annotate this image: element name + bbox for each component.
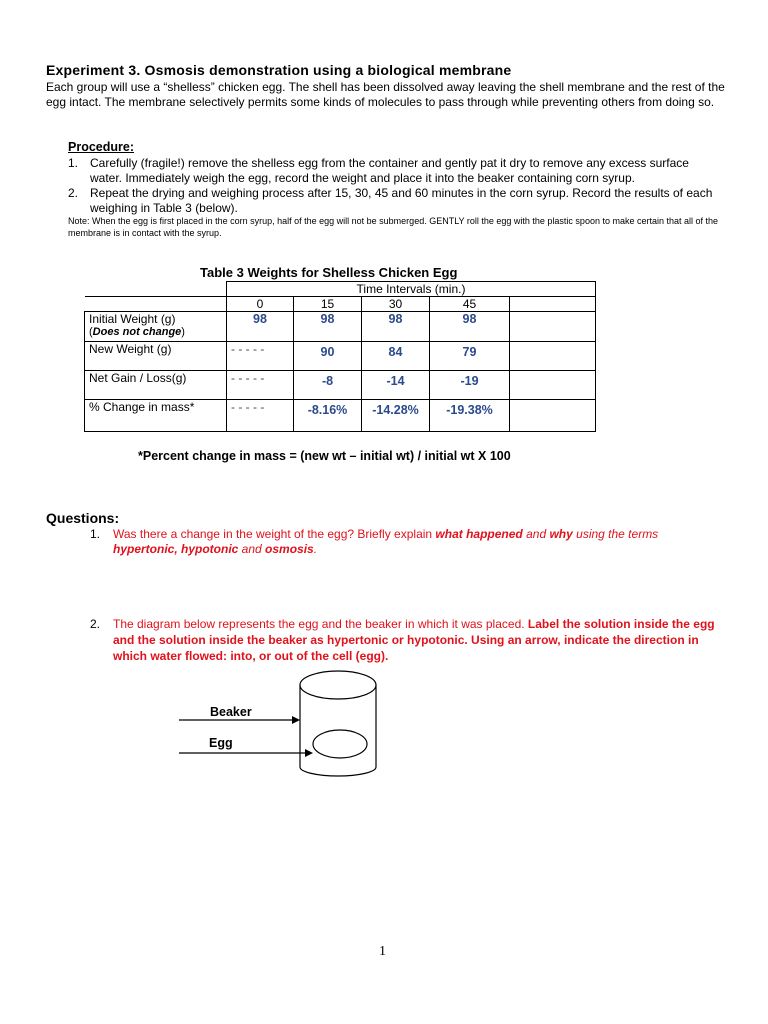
- time-intervals-header: Time Intervals (min.): [227, 282, 596, 297]
- table-cell: - - - - -: [227, 371, 294, 400]
- row-label: % Change in mass*: [85, 400, 227, 432]
- procedure-heading: Procedure:: [68, 140, 134, 154]
- step-number: 1.: [68, 156, 79, 170]
- table-cell: -14: [362, 371, 430, 400]
- table-header-row: [85, 297, 596, 312]
- procedure-step: [68, 156, 723, 186]
- question-text: [90, 616, 730, 664]
- egg-arrowhead: [305, 749, 313, 757]
- question-2: [90, 616, 730, 664]
- sublabel-paren: ): [181, 326, 185, 338]
- column-header: 45: [430, 297, 510, 312]
- column-header: 0: [227, 297, 294, 312]
- step-text: Carefully (fragile!) remove the shelless egg from the container and gently pat it dry to remove any excess surface water. Immediately weigh the egg, record the weight and place it into the beaker containing corn syrup.: [90, 156, 689, 185]
- q1-text-part: .: [313, 542, 318, 556]
- table-cell: -14.28%: [362, 400, 430, 432]
- column-header: 15: [294, 297, 362, 312]
- table-cell: -8: [294, 371, 362, 400]
- table-cell: [510, 312, 596, 342]
- table-cell: 79: [430, 342, 510, 371]
- step-number: 2.: [68, 186, 79, 200]
- table-corner: [85, 297, 227, 312]
- q1-emphasis: osmosis: [265, 542, 314, 556]
- table-cell: [510, 371, 596, 400]
- table-cell: -8.16%: [294, 400, 362, 432]
- sublabel-paren: (: [89, 326, 93, 338]
- table-row: [85, 342, 596, 371]
- table-cell: [510, 400, 596, 432]
- table-cell: 98: [362, 312, 430, 342]
- q1-text-part: and: [238, 542, 266, 556]
- q1-text-part: Was there a change in the weight of the egg? Briefly explain: [113, 527, 436, 541]
- table-cell: - - - - -: [227, 400, 294, 432]
- egg-shape: [313, 730, 367, 758]
- beaker-arrowhead: [292, 716, 300, 724]
- does-not-change-note: Does not change: [92, 326, 182, 338]
- table-cell: 98: [294, 312, 362, 342]
- procedure-list: [68, 156, 723, 216]
- row-label-text: Initial Weight (g): [89, 312, 176, 326]
- q1-text-part: using the terms: [572, 527, 659, 541]
- beaker-top-rim: [300, 671, 376, 699]
- intro-paragraph: Each group will use a “shelless” chicken egg. The shell has been dissolved away leaving the shell membrane and the rest of the egg intact. The membrane selectively permits some kinds of molecules to pass through while preventing others from doing so.: [46, 80, 725, 109]
- table-cell: -19: [430, 371, 510, 400]
- table-corner: [85, 282, 227, 297]
- q1-emphasis: why: [549, 527, 573, 541]
- row-label: [85, 312, 227, 342]
- percent-change-formula: *Percent change in mass = (new wt – initial wt) / initial wt X 100: [138, 449, 511, 463]
- question-1: [90, 527, 720, 557]
- table-cell: 84: [362, 342, 430, 371]
- question-number: 1.: [90, 527, 101, 541]
- table-title: Table 3 Weights for Shelless Chicken Egg: [200, 265, 458, 280]
- column-header: [510, 297, 596, 312]
- q1-text-part: and: [522, 527, 550, 541]
- procedure-note: Note: When the egg is first placed in the corn syrup, half of the egg will not be submerged. GENTLY roll the egg with the plastic spoon to make certain that all of the membrane is in contact with the syrup.: [68, 216, 719, 238]
- weights-table: [84, 281, 596, 432]
- question-number: 2.: [90, 617, 101, 631]
- table-cell: [510, 342, 596, 371]
- row-label: Net Gain / Loss(g): [85, 371, 227, 400]
- step-text: Repeat the drying and weighing process after 15, 30, 45 and 60 minutes in the corn syrup. Record the results of each weighing in Table 3 (below).: [90, 186, 713, 215]
- q1-emphasis: hypertonic, hypotonic: [113, 542, 239, 556]
- page-number: 1: [379, 944, 386, 959]
- table-cell: 98: [430, 312, 510, 342]
- table-cell: 90: [294, 342, 362, 371]
- table-row: [85, 371, 596, 400]
- beaker-egg-diagram: [176, 665, 406, 785]
- procedure-step: [68, 186, 723, 216]
- question-text: [90, 527, 720, 557]
- beaker-label: Beaker: [210, 705, 252, 719]
- table-header-row: [85, 282, 596, 297]
- table-cell: - - - - -: [227, 342, 294, 371]
- beaker-bottom: [300, 767, 376, 776]
- q2-emphasis: Label the solution inside the egg and the solution inside the beaker as hypertonic or hypotonic. Using an arrow, indicate the direction in which water flowed: into, or out of the cell (egg).: [113, 617, 715, 663]
- experiment-title: Experiment 3. Osmosis demonstration using a biological membrane: [46, 62, 512, 78]
- q2-text-part: The diagram below represents the egg and the beaker in which it was placed.: [113, 617, 528, 631]
- table-row: [85, 312, 596, 342]
- table-cell: -19.38%: [430, 400, 510, 432]
- q1-emphasis: what happened: [435, 527, 523, 541]
- table-cell: 98: [227, 312, 294, 342]
- row-label: New Weight (g): [85, 342, 227, 371]
- egg-label: Egg: [209, 736, 233, 750]
- table-row: [85, 400, 596, 432]
- questions-heading: Questions:: [46, 510, 120, 526]
- column-header: 30: [362, 297, 430, 312]
